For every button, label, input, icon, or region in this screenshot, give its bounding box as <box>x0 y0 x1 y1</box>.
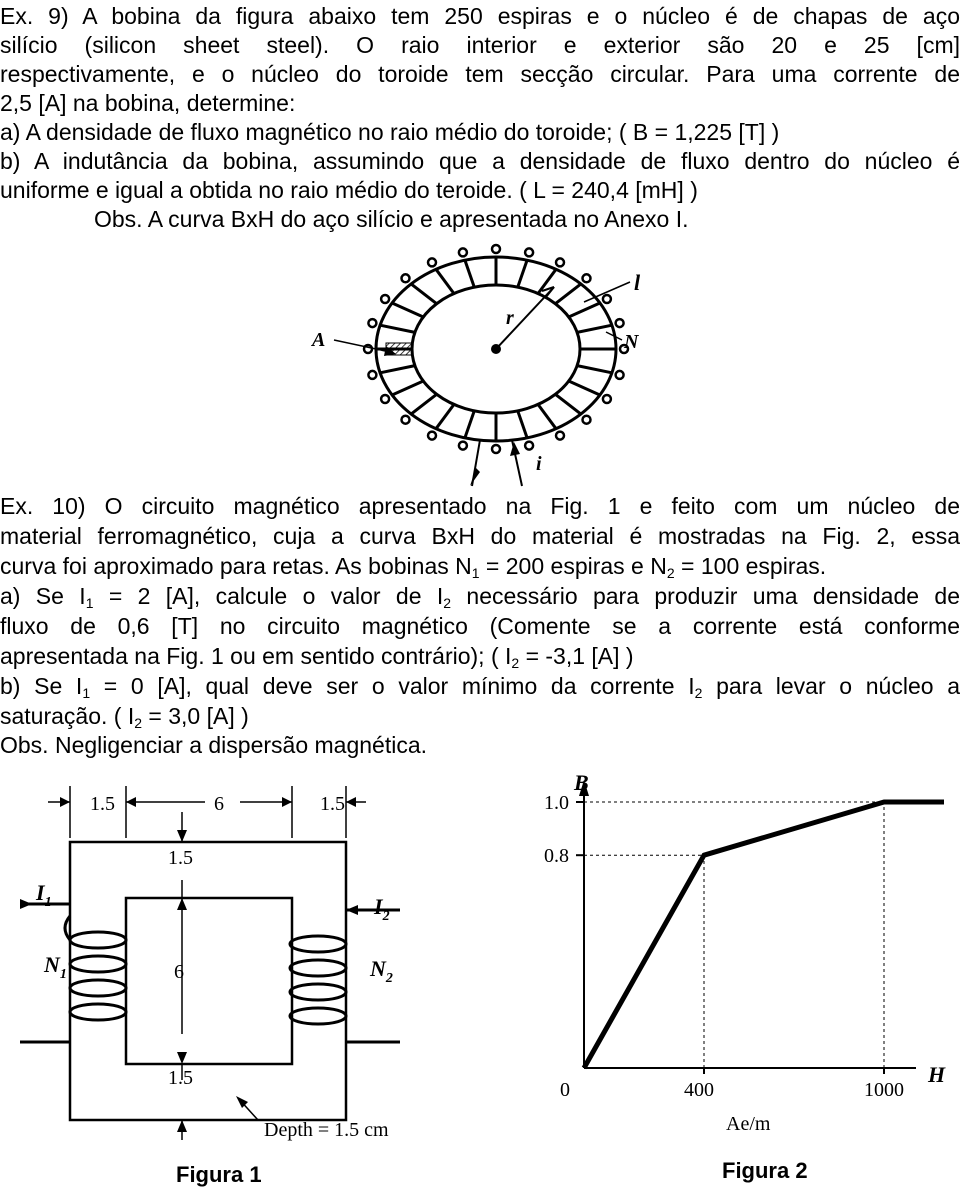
winding-loop <box>556 432 564 440</box>
ex10-item-a-3: apresentada na Fig. 1 ou em sentido contrário); ( $I_2 = -3,1$ [A] ) <box>0 643 634 671</box>
winding-loop <box>616 371 624 379</box>
x-tick-label: 400 <box>684 1079 714 1101</box>
ex10-obs: Obs. Negligenciar a dispersão magnética. <box>0 732 428 758</box>
winding-loop <box>603 395 611 403</box>
ex9-item-b-1: b) A indutância da bobina, assumindo que a densidade de fluxo dentro do núcleo é <box>0 148 960 174</box>
winding-loop <box>402 416 410 424</box>
label-i1: $I_1$ <box>36 880 52 910</box>
winding-turn <box>465 411 474 438</box>
winding-loop <box>492 445 500 453</box>
winding-turn <box>380 366 415 373</box>
ex9-line-3: respectivamente, e o núcleo do toroide tem secção circular. Para uma corrente de <box>0 61 960 87</box>
figure-1-caption: Figura 1 <box>176 1162 262 1187</box>
winding-loop <box>616 319 624 327</box>
ex9-line-2: silício (silicon sheet steel). O raio interior e exterior são 20 e 25 [cm] <box>0 32 960 58</box>
core-window <box>126 898 292 1064</box>
winding-turn <box>392 381 423 395</box>
figure-2-bh-curve <box>520 766 960 1191</box>
x-axis-label: H <box>928 1062 946 1087</box>
label-A: A <box>312 329 326 351</box>
winding-turn <box>577 325 612 332</box>
winding-turn <box>465 260 474 287</box>
winding-loop <box>459 248 467 256</box>
y-tick-label: 0.8 <box>544 845 569 868</box>
x-tick-label: 0 <box>560 1079 570 1101</box>
label-n1: $N_1$ <box>44 952 67 982</box>
ex9-line-4: 2,5 [A] na bobina, determine: <box>0 90 296 116</box>
winding-loop <box>368 371 376 379</box>
winding-loop <box>459 442 467 450</box>
winding-loop <box>381 395 389 403</box>
ex9-obs: Obs. A curva BxH do aço silício e apresentada no Anexo I. <box>94 206 689 232</box>
winding-turn <box>436 404 454 428</box>
winding-turn <box>555 394 581 414</box>
winding-turn <box>538 404 556 428</box>
winding-turn <box>577 366 612 373</box>
bh-curve-line <box>584 802 944 1068</box>
y-axis-label: B <box>574 770 589 795</box>
label-r: r <box>506 307 514 329</box>
winding-turn <box>380 325 415 332</box>
ex10-line-1: Ex. 10) O circuito magnético apresentado na Fig. 1 e feito com um núcleo de <box>0 493 960 519</box>
ex10-item-b-1: b) Se $I_1 = 0$ [A], qual deve ser o valor mínimo da corrente $I_2$ para levar o núcleo a <box>0 673 960 701</box>
winding-turn <box>569 381 600 395</box>
figure-1-magnetic-circuit <box>0 780 480 1191</box>
winding-turn <box>436 269 454 293</box>
dim-top: 1.5 <box>168 847 193 869</box>
label-l: l <box>634 270 641 295</box>
ex10-line-2: material ferromagnético, cuja a curva BxH do material é mostradas na Fig. 2, essa <box>0 523 960 549</box>
winding-loop <box>492 245 500 253</box>
ex10-line-3: curva foi aproximado para retas. As bobinas $N_1 = 200$ espiras e $N_2 = 100$ espiras. <box>0 553 827 581</box>
winding-turn <box>555 284 581 304</box>
toroid-core <box>364 245 628 453</box>
label-n2: $N_2$ <box>370 956 393 986</box>
dim-right: 1.5 <box>320 793 345 815</box>
winding-loop <box>368 319 376 327</box>
dim-left: 1.5 <box>90 793 115 815</box>
label-i: i <box>536 453 542 475</box>
x-unit: Ae/m <box>726 1113 771 1135</box>
winding-turn <box>518 260 527 287</box>
y-tick-label: 1.0 <box>544 792 569 814</box>
ex10-item-a-1: a) Se $I_1 = 2$ [A], calcule o valor de $I_2$ necessário para produzir uma densidade de <box>0 583 960 611</box>
winding-loop <box>583 274 591 282</box>
depth-note: Depth = 1.5 cm <box>264 1119 389 1141</box>
x-tick-label: 1000 <box>864 1079 904 1101</box>
winding-loop <box>428 432 436 440</box>
winding-loop <box>556 258 564 266</box>
coil-n1 <box>20 904 126 1042</box>
figure-2-caption: Figura 2 <box>722 1158 808 1183</box>
ex9-item-a: a) A densidade de fluxo magnético no raio médio do toroide; ( B = 1,225 [T] ) <box>0 119 780 145</box>
winding-loop <box>525 248 533 256</box>
winding-turn <box>411 284 437 304</box>
winding-loop <box>381 295 389 303</box>
toroid-figure <box>300 242 660 488</box>
label-i2: $I_2$ <box>374 894 390 924</box>
winding-turn <box>518 411 527 438</box>
winding-loop <box>583 416 591 424</box>
ex10-item-a-2: fluxo de 0,6 [T] no circuito magnético (Comente se a corrente está conforme <box>0 613 960 639</box>
ex10-item-b-2: saturação. ( $I_2 = 3,0$ [A] ) <box>0 703 249 731</box>
dim-bottom: 1.5 <box>168 1067 193 1089</box>
label-N: N <box>624 331 639 353</box>
winding-loop <box>603 295 611 303</box>
ex9-line-1: Ex. 9) A bobina da figura abaixo tem 250 espiras e o núcleo é de chapas de aço <box>0 3 960 29</box>
winding-turn <box>411 394 437 414</box>
winding-turn <box>569 303 600 317</box>
winding-turn <box>392 303 423 317</box>
winding-loop <box>525 442 533 450</box>
dim-height: 6 <box>174 961 184 983</box>
winding-loop <box>428 258 436 266</box>
ex9-item-b-2: uniforme e igual a obtida no raio médio do teroide. ( L = 240,4 [mH] ) <box>0 177 698 203</box>
winding-loop <box>402 274 410 282</box>
dim-mid: 6 <box>214 793 224 815</box>
